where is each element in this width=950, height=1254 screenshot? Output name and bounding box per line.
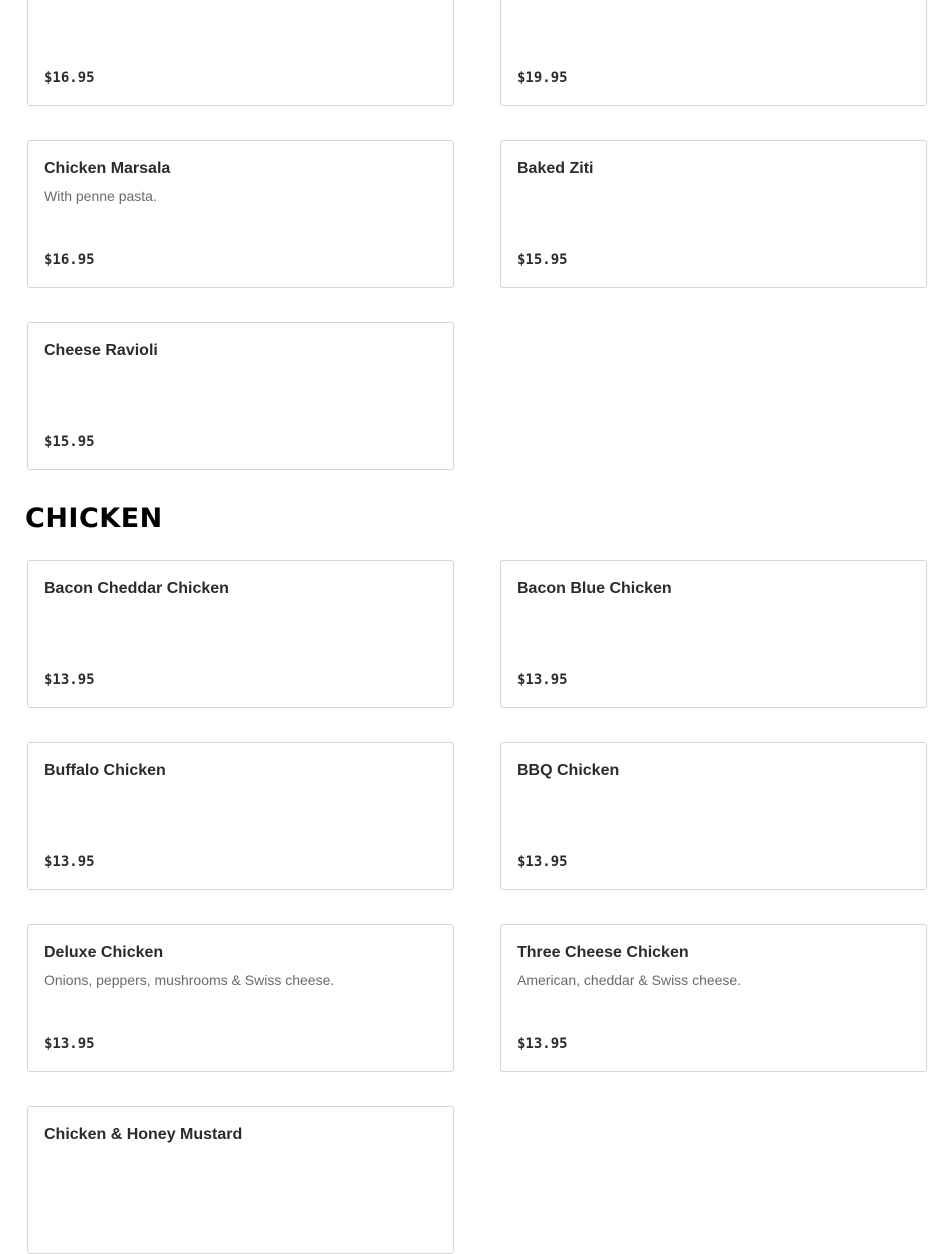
menu-item-name: Cheese Ravioli bbox=[44, 342, 158, 359]
menu-item-card[interactable] bbox=[27, 322, 454, 470]
menu-item-name: BBQ Chicken bbox=[517, 762, 620, 779]
menu-item-name: Deluxe Chicken bbox=[44, 944, 164, 961]
menu-item-price: $15.95 bbox=[517, 252, 568, 268]
menu-item-name: Bacon Cheddar Chicken bbox=[44, 580, 229, 597]
menu-item-price: $13.95 bbox=[517, 672, 568, 688]
menu-item-card[interactable] bbox=[500, 924, 927, 1072]
menu-item-name: Chicken & Honey Mustard bbox=[44, 1126, 243, 1143]
menu-item-card[interactable] bbox=[27, 1106, 454, 1254]
menu-item-name: Baked Ziti bbox=[517, 160, 594, 177]
section-title-chicken: CHICKEN bbox=[25, 503, 163, 534]
menu-item-price: $13.95 bbox=[44, 672, 95, 688]
menu-item-name: Bacon Blue Chicken bbox=[517, 580, 672, 597]
menu-item-card[interactable] bbox=[27, 924, 454, 1072]
menu-item-description: With penne pasta. bbox=[44, 188, 157, 204]
menu-item-card[interactable] bbox=[500, 140, 927, 288]
menu-item-card[interactable] bbox=[27, 0, 454, 106]
menu-item-name: Buffalo Chicken bbox=[44, 762, 166, 779]
menu-item-price: $13.95 bbox=[517, 854, 568, 870]
menu-item-card[interactable] bbox=[27, 560, 454, 708]
menu-item-card[interactable] bbox=[27, 742, 454, 890]
menu-item-price: $15.95 bbox=[44, 434, 95, 450]
menu-item-card[interactable] bbox=[500, 560, 927, 708]
menu-item-price: $13.95 bbox=[44, 1036, 95, 1052]
menu-item-card[interactable] bbox=[500, 0, 927, 106]
menu-item-name: Three Cheese Chicken bbox=[517, 944, 689, 961]
menu-item-price: $16.95 bbox=[44, 70, 95, 86]
menu-item-description: Onions, peppers, mushrooms & Swiss cheese. bbox=[44, 972, 335, 988]
menu-item-price: $19.95 bbox=[517, 70, 568, 86]
menu-item-description: American, cheddar & Swiss cheese. bbox=[517, 972, 742, 988]
menu-item-price: $16.95 bbox=[44, 252, 95, 268]
menu-item-name: Chicken Marsala bbox=[44, 160, 171, 177]
menu-item-card[interactable] bbox=[27, 140, 454, 288]
menu-item-price: $13.95 bbox=[517, 1036, 568, 1052]
menu-item-price: $13.95 bbox=[44, 854, 95, 870]
menu-item-card[interactable] bbox=[500, 742, 927, 890]
